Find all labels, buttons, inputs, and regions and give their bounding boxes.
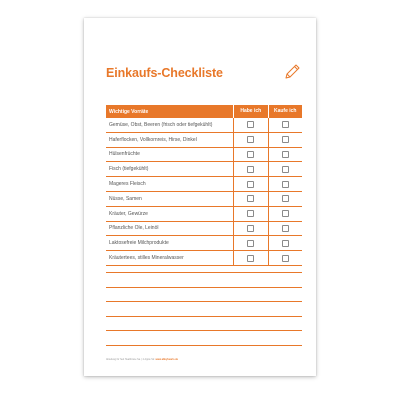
checklist-sheet (84, 18, 316, 376)
have-cell (233, 118, 268, 132)
item-label: Fisch (tiefgekühlt) (109, 166, 149, 173)
buy-checkbox[interactable] (282, 121, 289, 128)
table-row (106, 118, 302, 133)
item-label: Hülsenfrüchte (109, 151, 140, 158)
have-cell (233, 133, 268, 147)
note-line (106, 316, 302, 317)
note-line (106, 287, 302, 288)
buy-cell (268, 251, 303, 265)
have-checkbox[interactable] (247, 225, 254, 232)
item-label: Nüsse, Samen (109, 195, 142, 202)
have-cell (233, 222, 268, 236)
note-lines (106, 272, 302, 360)
page-title: Einkaufs-Checkliste (106, 66, 223, 80)
pencil-icon (282, 62, 302, 82)
buy-checkbox[interactable] (282, 255, 289, 262)
table-row (106, 133, 302, 148)
table-body (106, 118, 302, 266)
item-label: Haferflocken, Vollkornreis, Hirse, Dinkel (109, 136, 197, 143)
buy-checkbox[interactable] (282, 151, 289, 158)
have-cell (233, 192, 268, 206)
note-line (106, 345, 302, 346)
have-checkbox[interactable] (247, 181, 254, 188)
table-row (106, 192, 302, 207)
buy-cell (268, 207, 303, 221)
have-cell (233, 207, 268, 221)
have-checkbox[interactable] (247, 195, 254, 202)
have-cell (233, 162, 268, 176)
table-row (106, 222, 302, 237)
table-row (106, 177, 302, 192)
note-line (106, 330, 302, 331)
header-have: Habe ich (233, 105, 268, 118)
have-cell (233, 177, 268, 191)
footer-url: www.abbyhearts.de (155, 358, 178, 361)
note-line (106, 272, 302, 273)
table-row (106, 148, 302, 163)
have-checkbox[interactable] (247, 121, 254, 128)
have-checkbox[interactable] (247, 136, 254, 143)
table-row (106, 207, 302, 222)
buy-checkbox[interactable] (282, 181, 289, 188)
have-cell (233, 236, 268, 250)
table-row (106, 236, 302, 251)
table-row (106, 251, 302, 266)
item-label: Kräutertees, stilles Mineralwasser (109, 255, 184, 262)
header-items: Wichtige Vorräte (109, 108, 149, 115)
buy-checkbox[interactable] (282, 225, 289, 232)
header-buy: Kaufe ich (268, 105, 303, 118)
item-label: Pflanzliche Öle, Leinöl (109, 225, 159, 232)
table-row (106, 162, 302, 177)
buy-cell (268, 222, 303, 236)
buy-checkbox[interactable] (282, 210, 289, 217)
buy-cell (268, 236, 303, 250)
buy-cell (268, 148, 303, 162)
buy-checkbox[interactable] (282, 136, 289, 143)
buy-checkbox[interactable] (282, 240, 289, 247)
buy-cell (268, 133, 303, 147)
have-checkbox[interactable] (247, 240, 254, 247)
item-label: Kräuter, Gewürze (109, 210, 148, 217)
item-label: Gemüse, Obst, Beeren (frisch oder tiefgekühlt) (109, 121, 213, 128)
note-line (106, 301, 302, 302)
have-cell (233, 148, 268, 162)
have-checkbox[interactable] (247, 166, 254, 173)
checklist-table (106, 105, 302, 266)
have-cell (233, 251, 268, 265)
have-checkbox[interactable] (247, 255, 254, 262)
item-label: Mageres Fleisch (109, 181, 146, 188)
footer (106, 358, 178, 361)
buy-cell (268, 192, 303, 206)
buy-checkbox[interactable] (282, 166, 289, 173)
footer-text: Abteilung für Seit Healthcare Sa. | 2 Apple Str. (106, 358, 155, 361)
table-header (106, 105, 302, 118)
buy-cell (268, 162, 303, 176)
item-label: Laktosefreie Milchprodukte (109, 240, 169, 247)
buy-cell (268, 177, 303, 191)
buy-cell (268, 118, 303, 132)
have-checkbox[interactable] (247, 151, 254, 158)
have-checkbox[interactable] (247, 210, 254, 217)
buy-checkbox[interactable] (282, 195, 289, 202)
